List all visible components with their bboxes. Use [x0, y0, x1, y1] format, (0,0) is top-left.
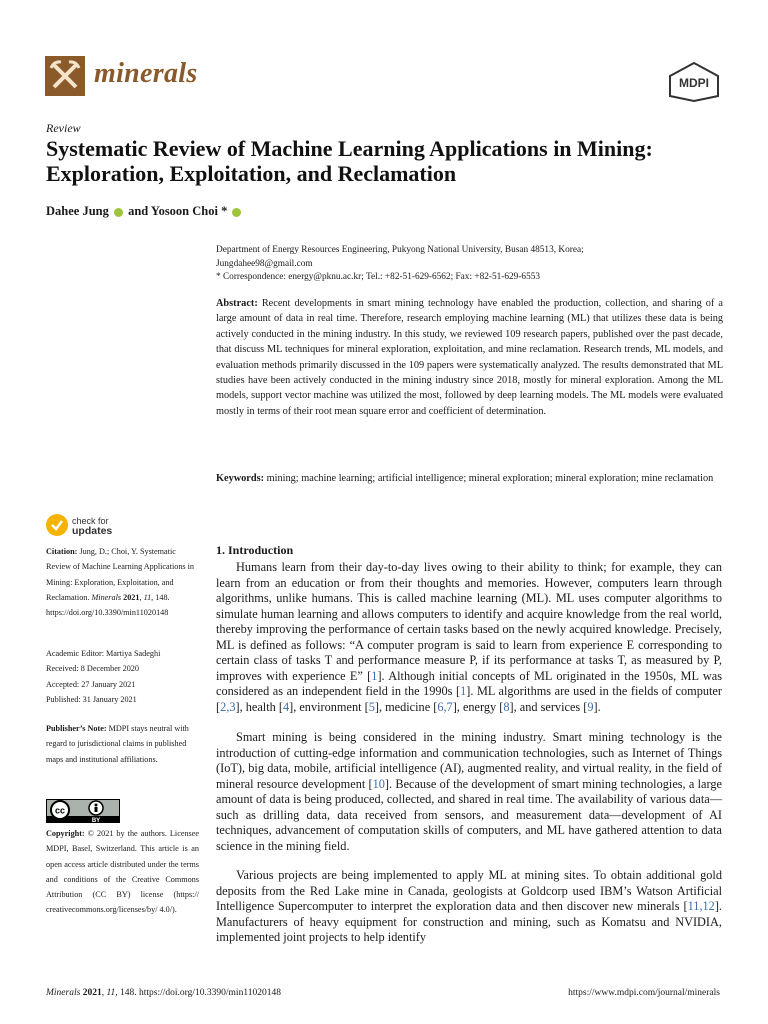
- keywords-text: mining; machine learning; artificial intelligence; mineral exploration; mineral exploration; mine reclamation: [266, 473, 714, 484]
- citation-year: 2021: [123, 592, 140, 602]
- orcid-icon[interactable]: [114, 208, 123, 217]
- footer-citation: Minerals 2021, 11, 148. https://doi.org/10.3390/min11020148: [46, 988, 281, 998]
- abstract-label: Abstract:: [216, 298, 258, 309]
- reference-link[interactable]: 5: [368, 699, 375, 714]
- section-heading: 1. Introduction: [216, 543, 294, 557]
- journal-name: minerals: [94, 58, 198, 89]
- reference-link[interactable]: 6,7: [437, 699, 453, 714]
- author-name: Dahee Jung: [46, 204, 109, 218]
- publisher-note: [46, 721, 199, 767]
- citation-journal: Minerals: [91, 592, 122, 602]
- author-name: and Yosoon Choi *: [128, 204, 228, 218]
- crossed-pickaxes-icon: [45, 56, 85, 96]
- cc-by-license-icon[interactable]: [46, 799, 120, 823]
- intro-paragraph: Smart mining is being considered in the mining industry. Smart mining technology is the introduction of cutting-edge information and communication technologies, such as Internet of Things (IoT), big data, mobile, artificial intelligence (AI), augmented reality, and virtual reality, in the field of mineral resource development [10]. Because of the development of smart mining technologies, a large amount of data is being produced, collected, and shared in real time. The availability of various data—such as drilling data, data received from sensors, and measurement data—development of AI techniques, advancement of computation skills of computers, and ML have gathered attention to data science in the mining field.: [216, 730, 722, 853]
- reference-link[interactable]: 1: [371, 668, 378, 683]
- citation-block: Citation: Jung, D.; Choi, Y. Systematic Review of Machine Learning Applications in Mining: Exploration, Exploitation, and Reclamation. Minerals 2021, 11, 148. https://doi.org/10.3390/min11020148: [46, 547, 195, 618]
- affiliation-email[interactable]: Jungdahee98@gmail.com: [216, 258, 313, 269]
- editorial-dates: [46, 646, 199, 707]
- academic-editor: Academic Editor: Martiya Sadeghi: [46, 649, 161, 658]
- affiliation-block: [216, 244, 728, 285]
- reference-link[interactable]: 2,3: [220, 699, 236, 714]
- keywords-label: Keywords:: [216, 473, 265, 484]
- check-updates-icon: [46, 514, 68, 536]
- mdpi-logo: [668, 62, 720, 102]
- footer-volume: 11: [106, 988, 116, 998]
- reference-link[interactable]: 1: [460, 684, 467, 698]
- page-title: Systematic Review of Machine Learning Applications in Mining: Exploration, Exploitation, and Reclamation: [46, 136, 653, 186]
- article-type: Review: [46, 121, 81, 135]
- reference-link[interactable]: 9: [587, 699, 594, 714]
- accepted-date: Accepted: 27 January 2021: [46, 679, 136, 689]
- citation-volume: 11: [143, 592, 152, 602]
- updates-label: updates: [72, 525, 113, 537]
- footer-journal: Minerals: [46, 988, 81, 998]
- check-for-label: check for: [72, 516, 109, 526]
- footer-year: 2021: [82, 988, 102, 998]
- cc-by-label: BY: [91, 818, 101, 823]
- publisher-note-label: Publisher’s Note:: [46, 724, 107, 733]
- published-date: Published: 31 January 2021: [46, 694, 137, 704]
- citation-pages: , 148.: [151, 592, 170, 602]
- author-list: [46, 204, 243, 219]
- citation-doi-link[interactable]: https://doi.org/10.3390/min11020148: [46, 608, 169, 618]
- affiliation-line: Department of Energy Resources Engineering, Pukyong National University, Busan 48513, Korea;: [216, 245, 584, 255]
- publisher-name: MDPI: [679, 76, 709, 90]
- check-for-updates-button[interactable]: [46, 514, 146, 540]
- abstract-text: Recent developments in smart mining technology have enabled the production, collection, and sharing of a large amount of data in real time. Therefore, research employing machine learning (ML) that utilizes these data is being actively conducted in the mining industry. In this study, we reviewed 109 research papers, published over the past decade, that discuss ML techniques for mineral exploration, exploitation, and mine reclamation. Research trends, ML models, and evaluation methods primarily discussed in the 109 papers were systematically analyzed. The results demonstrated that ML studies have been actively conducted in the mining industry since 2018, mostly for mineral exploration. Among the ML models, support vector machine was utilized the most, followed by deep learning models. The ML models were evaluated mostly in terms of their root mean square error and coefficient of determination.: [216, 298, 723, 417]
- copyright-notice: [46, 826, 199, 918]
- reference-link[interactable]: 11,12: [687, 899, 715, 913]
- footer-journal-url[interactable]: https://www.mdpi.com/journal/minerals: [568, 988, 720, 998]
- publisher-note-text: MDPI stays neutral with regard to jurisdictional claims in published maps and institutional affiliations.: [46, 724, 189, 764]
- copyright-label: Copyright:: [46, 829, 85, 838]
- citation-label: Citation:: [46, 547, 78, 556]
- received-date: Received: 8 December 2020: [46, 664, 139, 674]
- reference-link[interactable]: 8: [503, 699, 510, 714]
- intro-paragraph: Humans learn from their day-to-day lives owing to their ability to think; for example, they can learn from an education or from their thoughts and memories. However, computers learn through algorithms, unlike humans. This is called machine learning (ML). ML uses computer algorithms to simulate human learning and allows computers to identify and acquire knowledge from the real world, thereby improving the performance of certain tasks based on the newly acquired knowledge. Precisely, ML is defined as follows: “A computer program is said to learn from experience E corresponding to certain class of tasks T and performance measure P, if its performance at tasks T, as measured by P, improves with experience E” [1]. Although initial concepts of ML originated in the 1950s, ML was considered as an independent field in the 1990s [1]. ML algorithms are used in the fields of computer [2,3], health [4], environment [5], medicine [6,7], energy [8], and services [9].: [216, 560, 722, 714]
- citation-text: Jung, D.; Choi, Y. Systematic Review of Machine Learning Applications in Mining: Exploration, Exploitation, and Reclamation.: [46, 547, 195, 602]
- reference-link[interactable]: 4: [282, 699, 290, 714]
- svg-text:cc: cc: [54, 805, 66, 816]
- reference-link[interactable]: 10: [372, 776, 385, 791]
- abstract: [216, 296, 723, 419]
- footer-doi[interactable]: , 148. https://doi.org/10.3390/min11020148: [115, 988, 281, 998]
- copyright-text: © 2021 by the authors. Licensee MDPI, Basel, Switzerland. This article is an open access article distributed under the terms and conditions of the Creative Commons Attribution (CC BY) license (https:// creativecommons.org/licenses/by/ 4.0/).: [46, 829, 200, 915]
- keywords: [216, 471, 723, 486]
- intro-paragraph: Various projects are being implemented to apply ML at mining sites. To obtain additional gold deposits from the Red Lake mine in Canada, geologists at Goldcorp used IBM’s Watson Artificial Intelligence Supercomputer to interpret the exploration data and then discover new minerals [11,12]. Manufacturers of heavy equipment for construction and mining, such as Komatsu and NVIDIA, implemented joint projects to help identify: [216, 868, 722, 944]
- correspondence-line: * Correspondence: energy@pknu.ac.kr; Tel.: +82-51-629-6562; Fax: +82-51-629-6553: [216, 272, 541, 282]
- orcid-icon[interactable]: [232, 208, 241, 217]
